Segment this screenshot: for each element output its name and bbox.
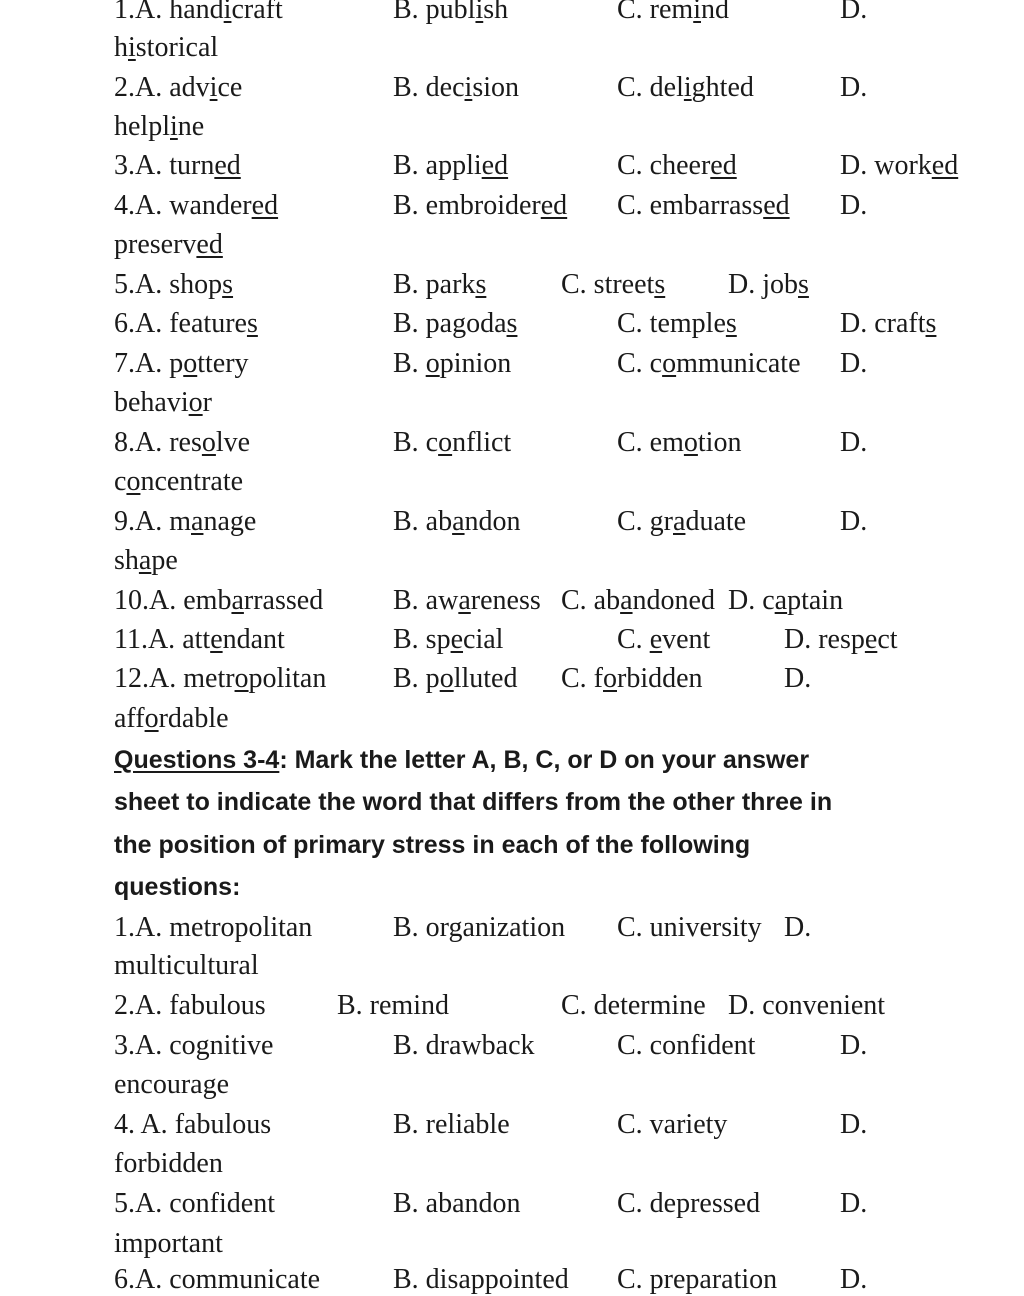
question-10-option-a: 10.A. embarrassed (114, 585, 324, 616)
question-2-option-d-word: helpline (114, 111, 205, 142)
question-2-option-b: B. decision (393, 72, 519, 103)
stress-question-3-option-b: B. drawback (393, 1030, 535, 1061)
question-11-option-d: D. respect (784, 624, 898, 655)
question-4-option-c: C. embarrassed (617, 190, 790, 221)
question-8-option-c: C. emotion (617, 427, 742, 458)
stress-question-4-option-d: D. (840, 1109, 868, 1140)
question-9-option-b: B. abandon (393, 506, 521, 537)
stress-question-2-option-c: C. determine (561, 990, 706, 1021)
question-8-option-b: B. conflict (393, 427, 512, 458)
question-1-option-d-word: historical (114, 32, 219, 63)
stress-question-6-option-c: C. preparation (617, 1264, 778, 1295)
question-3-option-c: C. cheered (617, 150, 737, 181)
stress-question-3-option-d-word: encourage (114, 1069, 230, 1100)
question-5-option-d: D. jobs (728, 269, 809, 300)
question-12-option-d: D. (784, 663, 812, 694)
question-6-option-d: D. crafts (840, 308, 937, 339)
question-7-option-d-word: behavior (114, 387, 212, 418)
question-10-option-b: B. awareness (393, 585, 541, 616)
stress-question-1-option-a: 1.A. metropolitan (114, 912, 313, 943)
question-2-option-c: C. delighted (617, 72, 754, 103)
question-11-option-a: 11.A. attendant (114, 624, 285, 655)
question-8-option-a: 8.A. resolve (114, 427, 251, 458)
stress-question-6-option-d: D. (840, 1264, 868, 1295)
question-10-option-c: C. abandoned (561, 585, 715, 616)
question-12-option-b: B. polluted (393, 663, 518, 694)
stress-question-2-option-a: 2.A. fabulous (114, 990, 266, 1021)
question-5-option-b: B. parks (393, 269, 487, 300)
question-7-option-c: C. communicate (617, 348, 801, 379)
question-4-option-d: D. (840, 190, 868, 221)
stress-question-6-option-b: B. disappointed (393, 1264, 569, 1295)
question-10-option-d: D. captain (728, 585, 844, 616)
stress-question-3-option-c: C. confident (617, 1030, 756, 1061)
stress-question-4-option-a: 4. A. fabulous (114, 1109, 272, 1140)
question-2-option-a: 2.A. advice (114, 72, 243, 103)
question-4-option-d-word: preserved (114, 229, 223, 260)
stress-question-1-option-c: C. university (617, 912, 762, 943)
stress-question-1-option-d-word: multicultural (114, 950, 259, 981)
question-7-option-d: D. (840, 348, 868, 379)
question-7-option-b: B. opinion (393, 348, 512, 379)
instruction-line-3: the position of primary stress in each of the following (114, 831, 751, 859)
question-9-option-c: C. graduate (617, 506, 747, 537)
question-1-option-d: D. (840, 0, 868, 25)
question-4-option-a: 4.A. wandered (114, 190, 279, 221)
question-12-option-c: C. forbidden (561, 663, 703, 694)
question-6-option-c: C. temples (617, 308, 737, 339)
question-1-option-a: 1.A. handicraft (114, 0, 283, 25)
instruction-line-4: questions: (114, 873, 241, 901)
question-11-option-b: B. special (393, 624, 504, 655)
question-1-option-b: B. publish (393, 0, 509, 25)
stress-question-6-option-a: 6.A. communicate (114, 1264, 321, 1295)
stress-question-4-option-c: C. variety (617, 1109, 728, 1140)
question-1-option-c: C. remind (617, 0, 729, 25)
question-3-option-d: D. worked (840, 150, 959, 181)
stress-question-5-option-c: C. depressed (617, 1188, 761, 1219)
stress-question-1-option-b: B. organization (393, 912, 566, 943)
stress-question-5-option-d-word: important (114, 1228, 223, 1259)
stress-question-2-option-d: D. convenient (728, 990, 886, 1021)
instruction-line-2: sheet to indicate the word that differs from the other three in (114, 788, 833, 816)
question-7-option-a: 7.A. pottery (114, 348, 249, 379)
stress-question-5-option-d: D. (840, 1188, 868, 1219)
question-9-option-d-word: shape (114, 545, 178, 576)
question-3-option-b: B. applied (393, 150, 509, 181)
question-2-option-d: D. (840, 72, 868, 103)
question-8-option-d-word: concentrate (114, 466, 244, 497)
question-8-option-d: D. (840, 427, 868, 458)
stress-question-1-option-d: D. (784, 912, 812, 943)
question-9-option-a: 9.A. manage (114, 506, 257, 537)
question-6-option-b: B. pagodas (393, 308, 518, 339)
question-5-option-c: C. streets (561, 269, 666, 300)
stress-question-3-option-a: 3.A. cognitive (114, 1030, 274, 1061)
question-12-option-a: 12.A. metropolitan (114, 663, 327, 694)
question-6-option-a: 6.A. features (114, 308, 258, 339)
question-9-option-d: D. (840, 506, 868, 537)
stress-question-4-option-d-word: forbidden (114, 1148, 223, 1179)
question-4-option-b: B. embroidered (393, 190, 568, 221)
question-5-option-a: 5.A. shops (114, 269, 234, 300)
instruction-line-1: Questions 3-4: Mark the letter A, B, C, or D on your answer (114, 746, 810, 774)
question-3-option-a: 3.A. turned (114, 150, 241, 181)
stress-question-3-option-d: D. (840, 1030, 868, 1061)
stress-question-2-option-b: B. remind (337, 990, 449, 1021)
question-12-option-d-word: affordable (114, 703, 229, 734)
question-11-option-c: C. event (617, 624, 711, 655)
stress-question-5-option-b: B. abandon (393, 1188, 521, 1219)
stress-question-4-option-b: B. reliable (393, 1109, 510, 1140)
stress-question-5-option-a: 5.A. confident (114, 1188, 275, 1219)
